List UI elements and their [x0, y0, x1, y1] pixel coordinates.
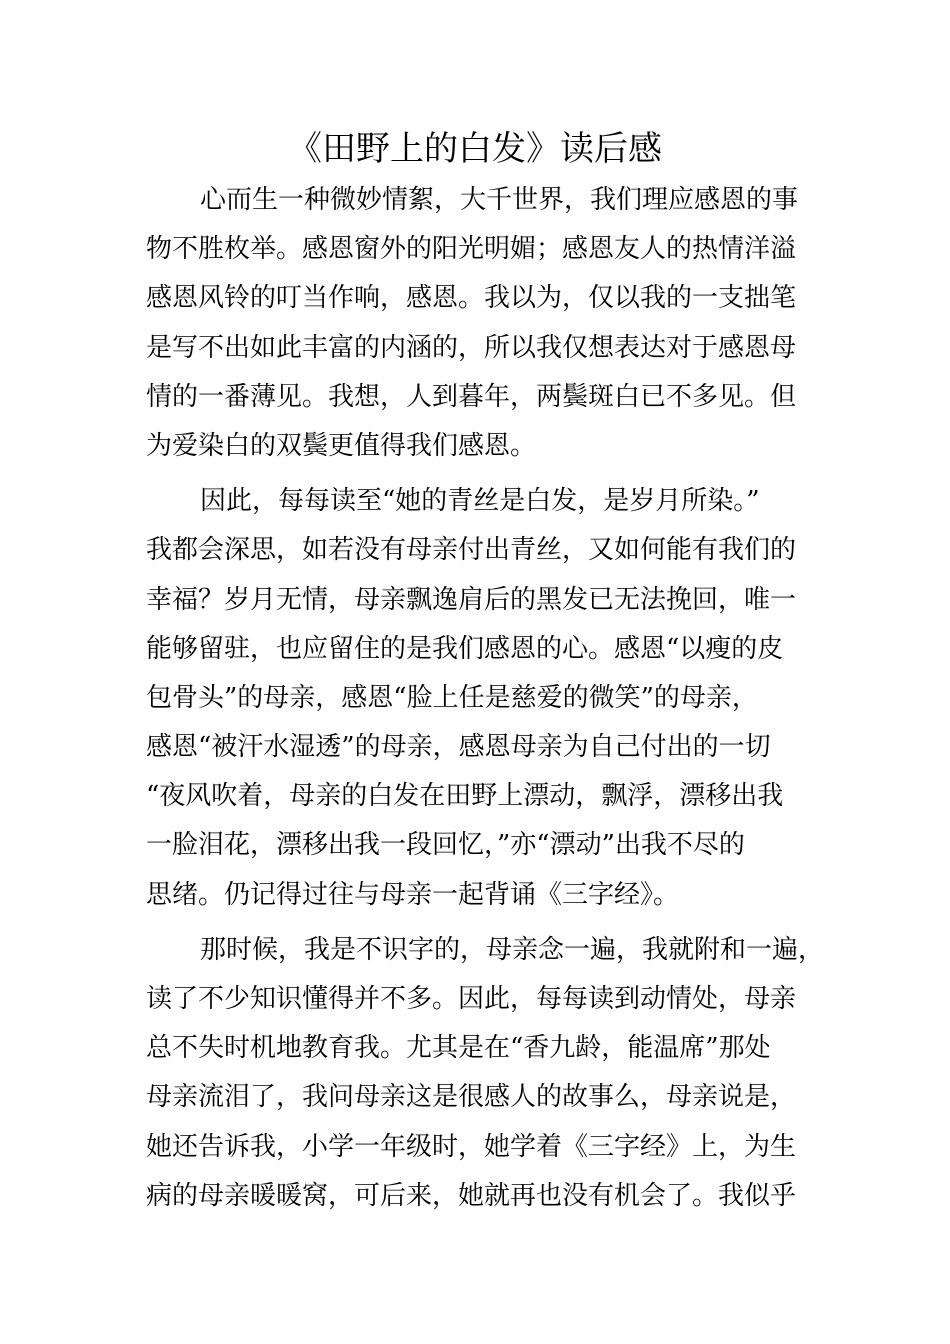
- paragraph-1-line-6: 为爱染白的双鬓更值得我们感恩。: [146, 430, 537, 461]
- paragraph-3-line-4: 母亲流泪了，我问母亲这是很感人的故事么，母亲说是，: [146, 1082, 797, 1113]
- paragraph-2-line-7: “夜风吹着，母亲的白发在田野上漂动，飘浮，漂移出我: [146, 781, 784, 812]
- paragraph-3-line-5: 她还告诉我，小学一年级时，她学着《三字经》上，为生: [146, 1131, 797, 1162]
- paragraph-2-line-1: 因此，每每读至“她的青丝是白发，是岁月所染。”: [200, 486, 760, 517]
- document-body: [146, 176, 846, 1221]
- paragraph-1-line-5: 情的一番薄见。我想，人到暮年，两鬓斑白已不多见。但: [146, 381, 797, 412]
- paragraph-2-line-2: 我都会深思，如若没有母亲付出青丝，又如何能有我们的: [146, 535, 797, 566]
- paragraph-2-line-6: 感恩“被汗水湿透”的母亲，感恩母亲为自己付出的一切: [146, 732, 771, 763]
- paragraph-1-line-2: 物不胜枚举。感恩窗外的阳光明媚；感恩友人的热情洋溢: [146, 234, 797, 265]
- paragraph-1-line-4: 是写不出如此丰富的内涵的，所以我仅想表达对于感恩母: [146, 332, 797, 363]
- paragraph-2-line-4: 能够留驻，也应留住的是我们感恩的心。感恩“以瘦的皮: [146, 633, 784, 664]
- paragraph-3-line-1: 那时候，我是不识字的，母亲念一遍，我就附和一遍，: [200, 934, 825, 965]
- paragraph-3-line-2: 读了不少知识懂得并不多。因此，每每读到动情处，母亲: [146, 984, 797, 1014]
- page-title: 《田野上的白发》读后感: [288, 129, 662, 169]
- paragraph-2-line-5: 包骨头”的母亲，感恩“脸上任是慈爱的微笑”的母亲，: [146, 682, 758, 713]
- paragraph-2-line-8: 一脸泪花，漂移出我一段回忆，”亦“漂动”出我不尽的: [146, 830, 745, 861]
- paragraph-3-line-3: 总不失时机地教育我。尤其是在“香九龄，能温席”那处: [146, 1033, 771, 1064]
- paragraph-1-line-1: 心而生一种微妙情絮，大千世界，我们理应感恩的事: [200, 185, 799, 215]
- paragraph-1-line-3: 感恩风铃的叮当作响，感恩。我以为，仅以我的一支拙笔: [146, 283, 797, 314]
- paragraph-2-line-9: 思绪。仍记得过往与母亲一起背诵《三字经》。: [146, 879, 680, 910]
- paragraph-3-line-6: 病的母亲暖暖窝，可后来，她就再也没有机会了。我似乎: [146, 1180, 797, 1211]
- paragraph-2-line-3: 幸福？岁月无情，母亲飘逸肩后的黑发已无法挽回，唯一: [146, 584, 797, 615]
